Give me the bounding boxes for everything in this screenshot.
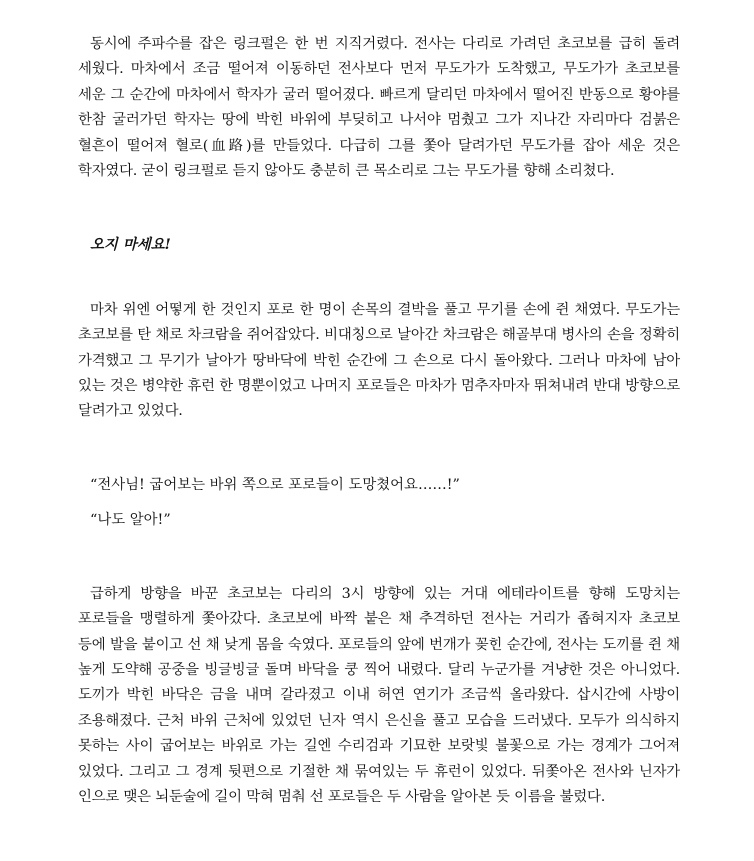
spacer — [78, 498, 680, 508]
spacer — [78, 258, 680, 298]
spacer — [78, 425, 680, 473]
paragraph-1: 동시에 주파수를 잡은 링크펄은 한 번 지직거렸다. 전사는 다리로 가려던 초코보를 급히 돌려 세웠다. 마차에서 조금 떨어져 이동하던 전사보다 먼저 무도가가 도착했고, 무도가가 초코보를 세운 그 순간에 마차에서 학자가 굴러 떨어졌다. 빠르게 달리던 마차에서 떨어진 반동으로 황야를 한참 굴러가던 학자는 땅에 박힌 바위에 부딪히고 나서야 멈췄고 그가 지나간 자리마다 검붉은 혈흔이 떨어져 혈로(血路)를 만들었다. 다급히 그를 쫓아 달려가던 무도가를 잡아 세운 것은 학자였다. 굳이 링크펄로 듣지 않아도 충분히 큰 목소리로 그는 무도가를 향해 소리쳤다. — [78, 36, 680, 180]
paragraph-2: 마차 위엔 어떻게 한 것인지 포로 한 명이 손목의 결박을 풀고 무기를 손에 쥔 채였다. 무도가는 초코보를 탄 채로 차크람을 쥐어잡았다. 비대칭으로 날아간 차크람은 해골부대 병사의 손을 정확히 가격했고 그 무기가 날아가 땅바닥에 박힌 순간에 그 손으로 다시 돌아왔다. 그러나 마차에 남아 있는 것은 병약한 휴런 한 명뿐이었고 나머지 포로들은 마차가 멈추자마자 뛰쳐내려 반대 방향으로 달려가고 있었다. — [78, 301, 680, 420]
document-page — [78, 32, 680, 810]
spacer — [78, 184, 680, 232]
spacer — [78, 534, 680, 582]
dialogue-line-2: “나도 알아!” — [90, 512, 171, 529]
dialogue-line-1: “전사님! 굽어보는 바위 쪽으로 포로들이 도망쳤어요……!” — [90, 476, 460, 493]
paragraph-3: 급하게 방향을 바꾼 초코보는 다리의 3시 방향에 있는 거대 에테라이트를 향해 도망치는 포로들을 맹렬하게 쫓아갔다. 초코보에 바짝 붙은 채 추격하던 전사는 거리가 좁혀지자 초코보 등에 발을 붙이고 선 채 낮게 몸을 숙였다. 포로들의 앞에 번개가 꽂힌 순간에, 전사는 도끼를 쥔 채 높게 도약해 공중을 빙글빙글 돌며 바닥을 쿵 찍어 내렸다. 달리 누군가를 겨냥한 것은 아니었다. 도끼가 박힌 바닥은 금을 내며 갈라졌고 이내 허연 연기가 조금씩 올라왔다. 삽시간에 사방이 조용해졌다. 근처 바위 근처에 있었던 닌자 역시 은신을 풀고 모습을 드러냈다. 모두가 의식하지 못하는 사이 굽어보는 바위로 가는 길엔 수리검과 기묘한 보랏빛 불꽃으로 가는 경계가 그어져 있었다. 그리고 그 경계 뒷편으로 기절한 채 묶여있는 두 휴런이 있었다. 뒤쫓아온 전사와 닌자가 인으로 맺은 뇌둔술에 길이 막혀 멈춰 선 포로들은 두 사람을 알아본 듯 이름을 불렀다. — [78, 585, 680, 805]
exclamation-line: 오지 마세요! — [90, 236, 171, 254]
